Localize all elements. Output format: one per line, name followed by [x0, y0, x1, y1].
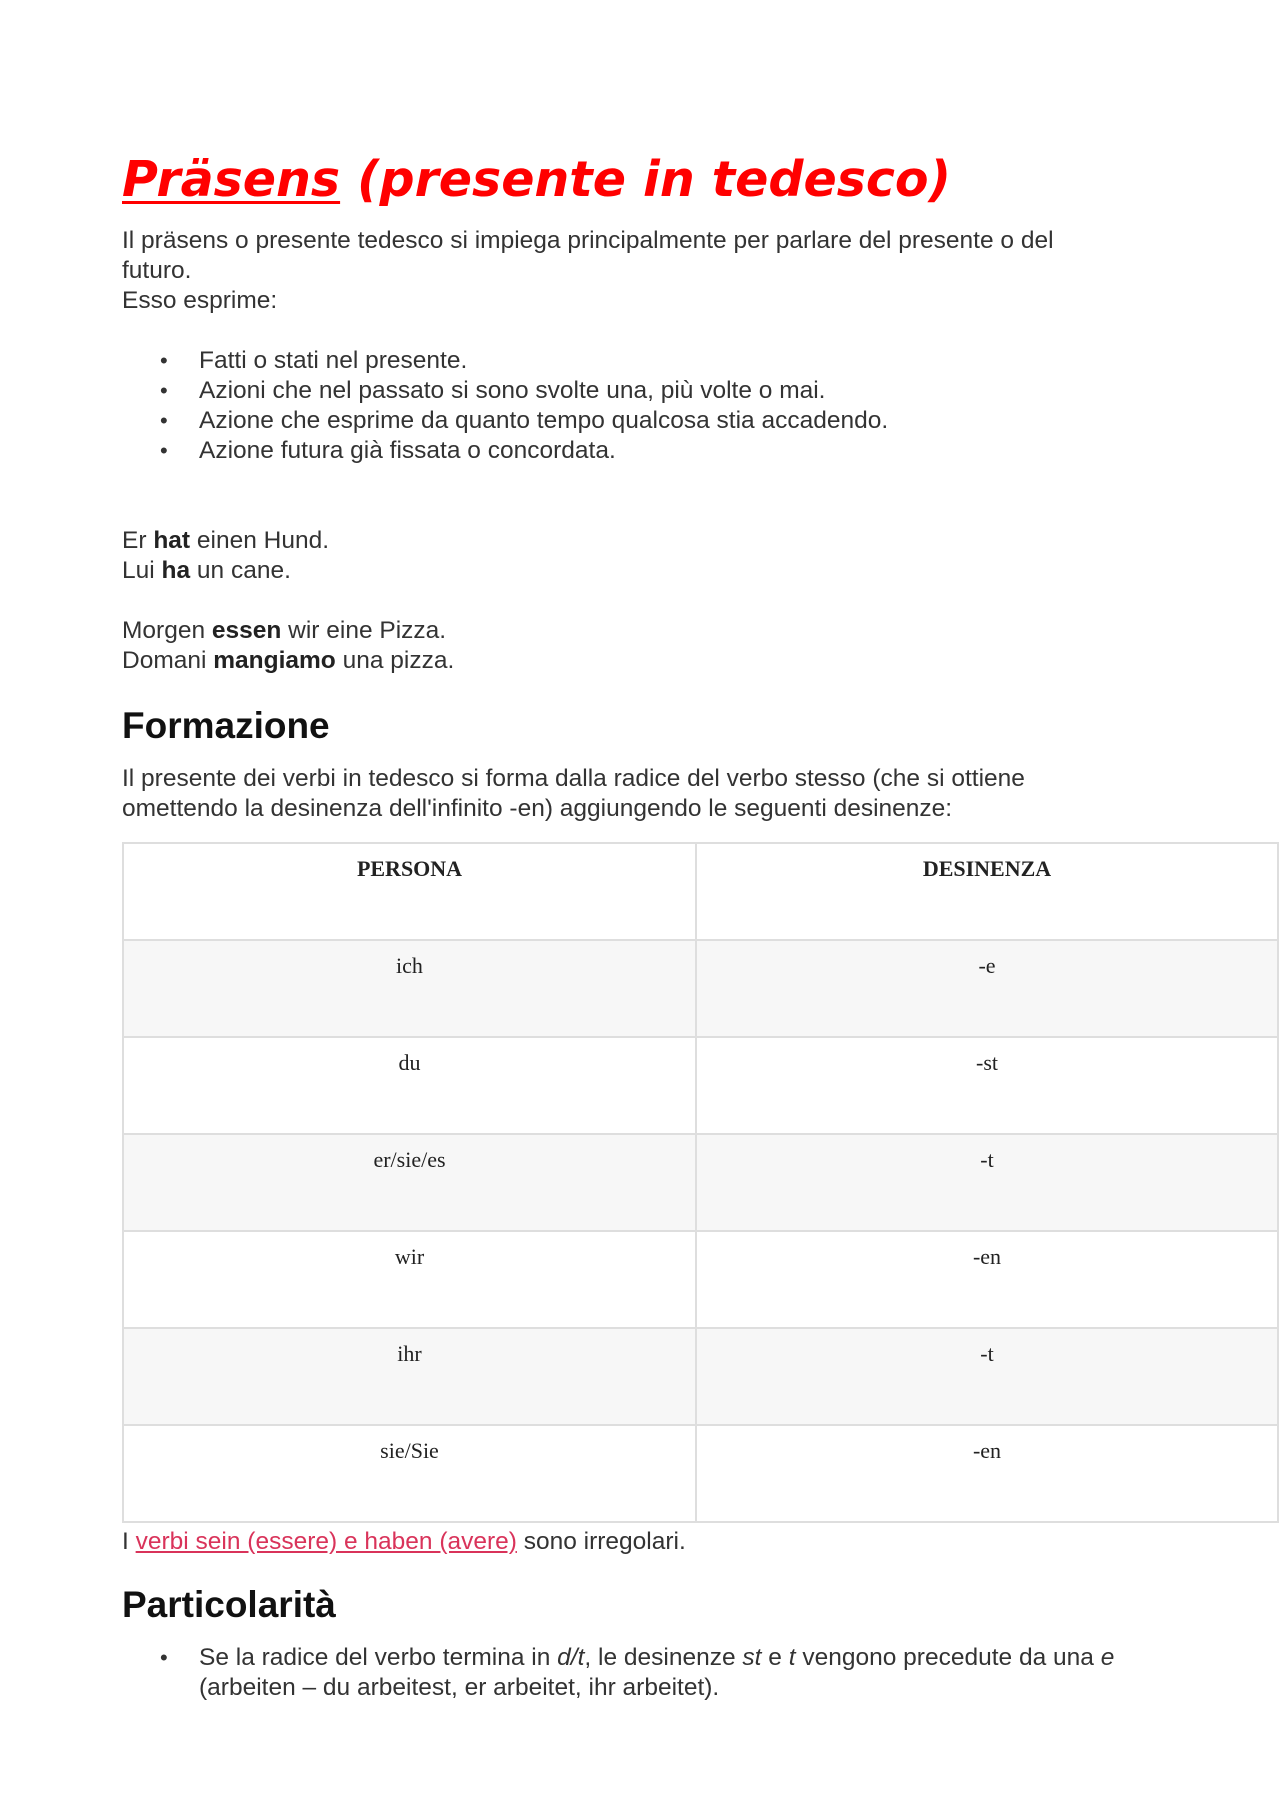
particolarita-list — [122, 1643, 1280, 1703]
bullet-icon: • — [160, 378, 168, 403]
table-row: ich -e — [123, 940, 1278, 1037]
bullet-icon: • — [160, 348, 168, 373]
page-title — [122, 150, 1280, 210]
table-row: sie/Sie -en — [123, 1425, 1278, 1522]
list-item: • Azioni che nel passato si sono svolte una, più volte o mai. — [160, 377, 826, 404]
bullet-icon: • — [160, 408, 168, 433]
bullet-icon: • — [160, 438, 168, 463]
table-row: ihr -t — [123, 1328, 1278, 1425]
table-row: wir -en — [123, 1231, 1278, 1328]
header-persona: PERSONA — [123, 843, 696, 940]
list-item: • Fatti o stati nel presente. — [160, 347, 468, 374]
formazione-heading: Formazione — [122, 705, 330, 746]
document-page — [122, 150, 1280, 1703]
endings-table — [122, 842, 1279, 1523]
intro-line-2: Esso esprime: — [122, 287, 278, 314]
uses-list — [122, 346, 1280, 466]
intro-paragraph — [122, 226, 1122, 316]
formazione-text: Il presente dei verbi in tedesco si forma dalla radice del verbo stesso (che si ottiene omettendo la desinenza dell'infinito -en) aggiungendo le seguenti desinenze: — [122, 765, 1025, 822]
table-row: er/sie/es -t — [123, 1134, 1278, 1231]
irregular-note: I verbi sein (essere) e haben (avere) sono irregolari. — [122, 1528, 686, 1555]
title-sub: (presente in tedesco) — [357, 151, 951, 208]
header-desinenza: DESINENZA — [696, 843, 1278, 940]
list-item: • Azione che esprime da quanto tempo qualcosa stia accadendo. — [160, 407, 889, 434]
example-block-1: Er hat einen Hund. Lui ha un cane. — [122, 527, 329, 584]
list-item: • Azione futura già fissata o concordata. — [160, 437, 616, 464]
list-item: • Se la radice del verbo termina in d/t, le desinenze st e t vengono precedute da una e (arbeiten – du arbeitest, er arbeitet, ihr arbeitet). — [160, 1644, 1115, 1701]
intro-line-1: Il präsens o presente tedesco si impiega principalmente per parlare del presente o del futuro. — [122, 227, 1054, 284]
bullet-icon: • — [160, 1645, 168, 1670]
irregular-verbs-link[interactable]: verbi sein (essere) e haben (avere) — [135, 1528, 517, 1555]
table-row: du -st — [123, 1037, 1278, 1134]
example-block-2: Morgen essen wir eine Pizza. Domani mangiamo una pizza. — [122, 617, 455, 674]
particolarita-heading: Particolarità — [122, 1584, 336, 1625]
table-header-row — [123, 843, 1278, 940]
title-main: Präsens — [122, 151, 341, 208]
